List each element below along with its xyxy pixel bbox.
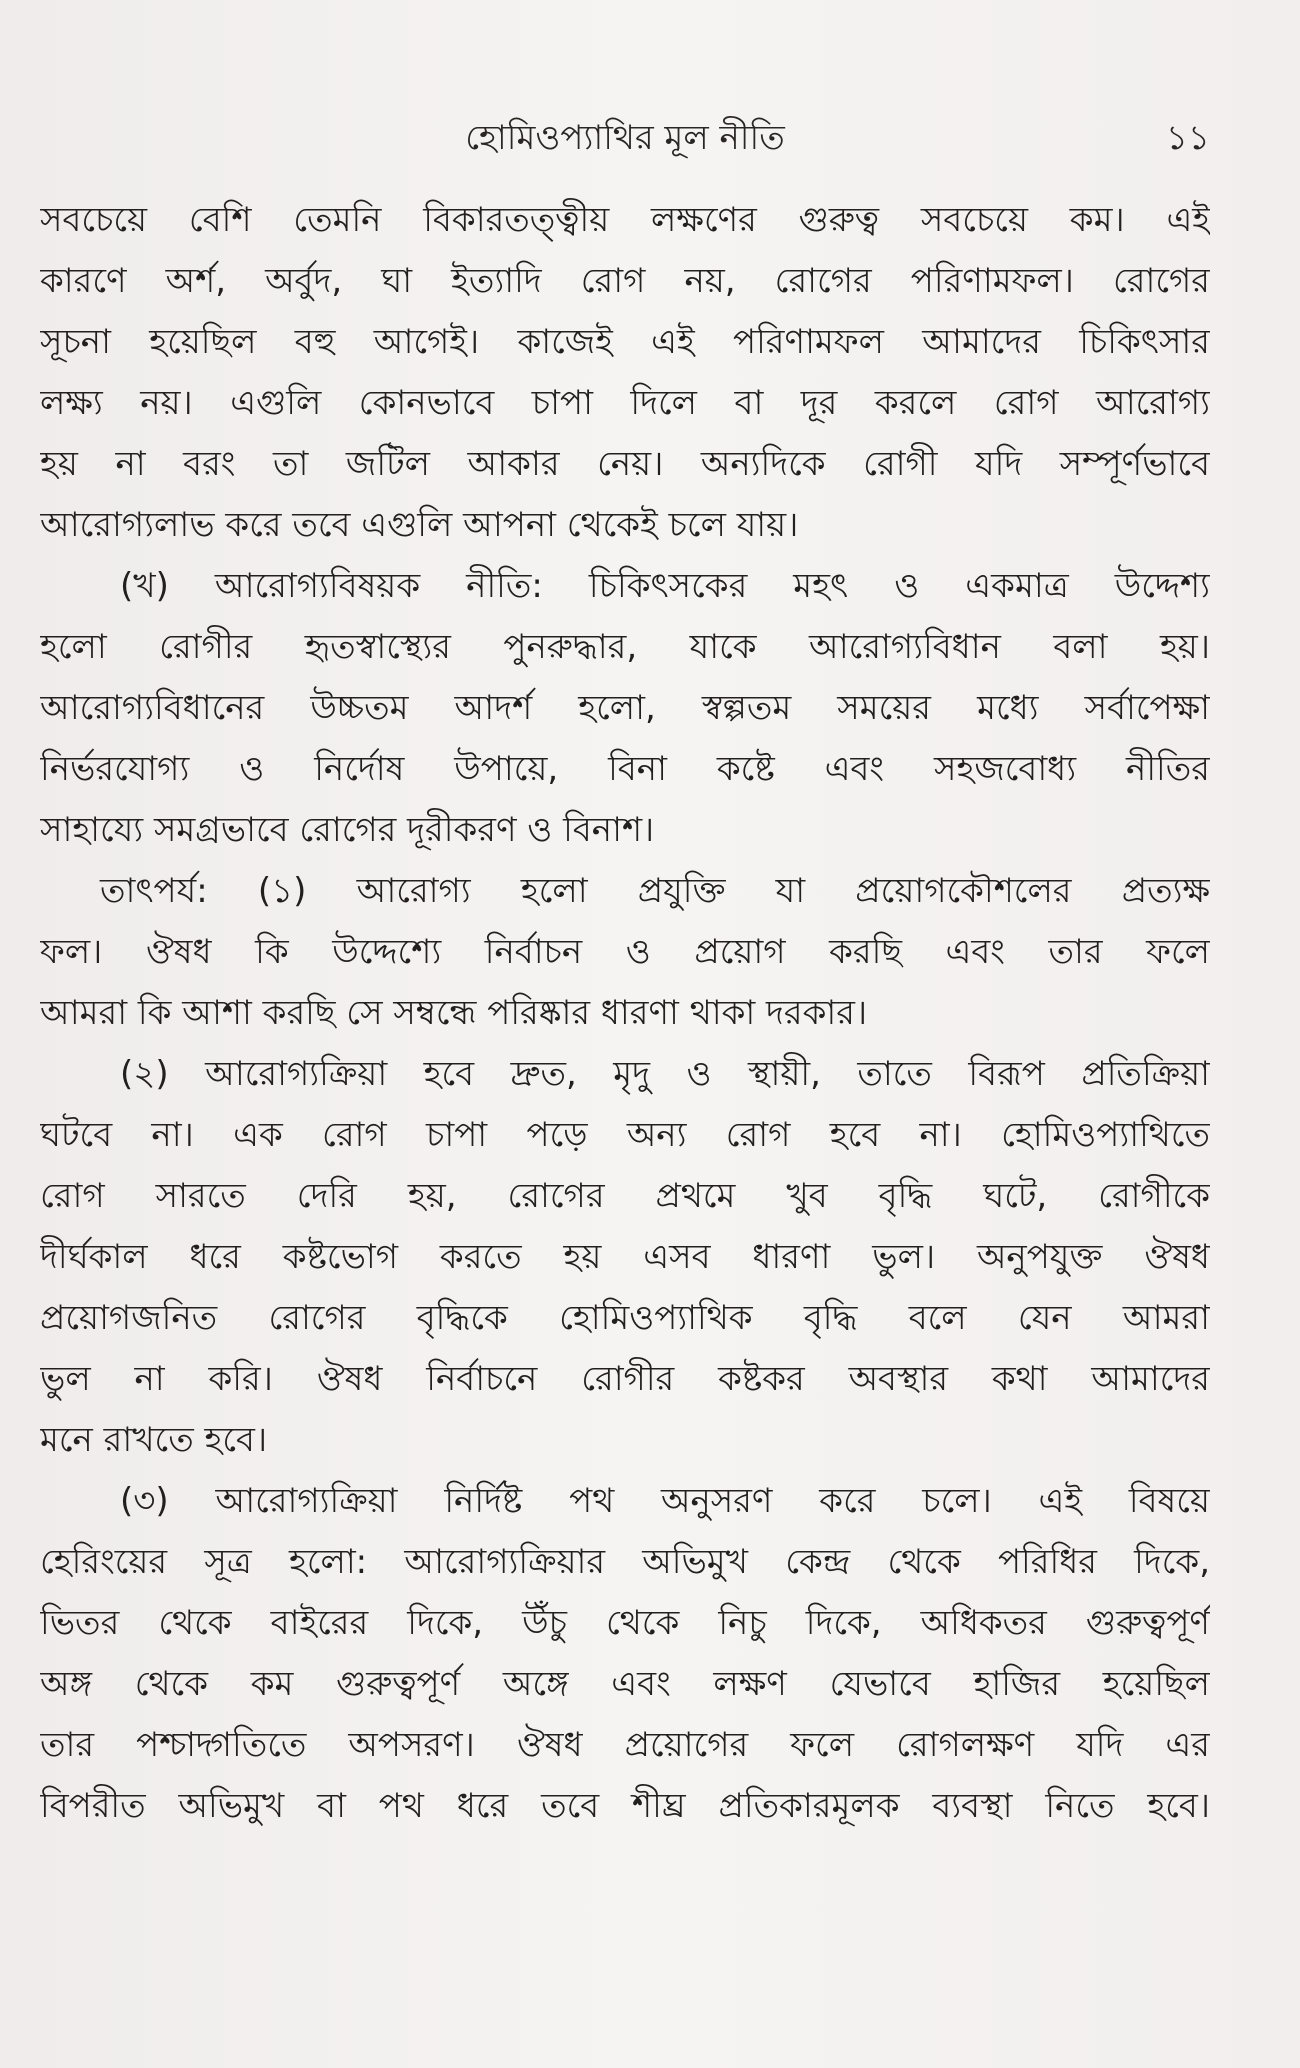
text-line: অঙ্গ থেকে কম গুরুত্বপূর্ণ অঙ্গে এবং লক্ষণ যেভাবে হাজির হয়েছিল <box>40 1664 1210 1704</box>
text-line: সাহায্যে সমগ্রভাবে রোগের দূরীকরণ ও বিনাশ। <box>40 810 655 850</box>
text-line: সূচনা হয়েছিল বহু আগেই। কাজেই এই পরিণামফল আমাদের চিকিৎসার <box>40 322 1210 362</box>
text-line: ঘটবে না। এক রোগ চাপা পড়ে অন্য রোগ হবে না। হোমিওপ্যাথিতে <box>40 1115 1210 1155</box>
text-line: আরোগ্যবিধানের উচ্চতম আদর্শ হলো, স্বল্পতম সময়ের মধ্যে সর্বাপেক্ষা <box>40 688 1210 728</box>
text-line: কারণে অর্শ, অর্বুদ, ঘা ইত্যাদি রোগ নয়, রোগের পরিণামফল। রোগের <box>40 261 1210 301</box>
text-line: (২) আরোগ্যক্রিয়া হবে দ্রুত, মৃদু ও স্থায়ী, তাতে বিরূপ প্রতিক্রিয়া <box>120 1054 1210 1094</box>
text-line: রোগ সারতে দেরি হয়, রোগের প্রথমে খুব বৃদ্ধি ঘটে, রোগীকে <box>40 1176 1210 1216</box>
text-line: ভুল না করি। ঔষধ নির্বাচনে রোগীর কষ্টকর অবস্থার কথা আমাদের <box>40 1359 1210 1399</box>
text-line: হয় না বরং তা জটিল আকার নেয়। অন্যদিকে রোগী যদি সম্পূর্ণভাবে <box>40 444 1210 484</box>
text-line: নির্ভরযোগ্য ও নির্দোষ উপায়ে, বিনা কষ্টে এবং সহজবোধ্য নীতির <box>40 749 1210 789</box>
text-line: দীর্ঘকাল ধরে কষ্টভোগ করতে হয় এসব ধারণা ভুল। অনুপযুক্ত ঔষধ <box>40 1237 1210 1277</box>
text-line: ভিতর থেকে বাইরের দিকে, উঁচু থেকে নিচু দিকে, অধিকতর গুরুত্বপূর্ণ <box>40 1603 1210 1643</box>
text-line: মনে রাখতে হবে। <box>40 1420 268 1460</box>
text-line: হলো রোগীর হৃতস্বাস্থ্যের পুনরুদ্ধার, যাকে আরোগ্যবিধান বলা হয়। <box>40 627 1210 667</box>
text-line: (খ) আরোগ্যবিষয়ক নীতি: চিকিৎসকের মহৎ ও একমাত্র উদ্দেশ্য <box>120 566 1210 606</box>
running-title: হোমিওপ্যাথির মূল নীতি <box>465 118 785 158</box>
text-line: আরোগ্যলাভ করে তবে এগুলি আপনা থেকেই চলে যায়। <box>40 505 799 545</box>
text-line: ফল। ঔষধ কি উদ্দেশ্যে নির্বাচন ও প্রয়োগ করছি এবং তার ফলে <box>40 932 1210 972</box>
text-line: (৩) আরোগ্যক্রিয়া নির্দিষ্ট পথ অনুসরণ করে চলে। এই বিষয়ে <box>120 1481 1210 1521</box>
text-line: আমরা কি আশা করছি সে সম্বন্ধে পরিষ্কার ধারণা থাকা দরকার। <box>40 993 868 1033</box>
text-line: তার পশ্চাদ্গতিতে অপসরণ। ঔষধ প্রয়োগের ফলে রোগলক্ষণ যদি এর <box>40 1725 1210 1765</box>
text-line: প্রয়োগজনিত রোগের বৃদ্ধিকে হোমিওপ্যাথিক বৃদ্ধি বলে যেন আমরা <box>40 1298 1210 1338</box>
text-line: সবচেয়ে বেশি তেমনি বিকারতত্ত্বীয় লক্ষণের গুরুত্ব সবচেয়ে কম। এই <box>40 200 1210 240</box>
body-text <box>40 190 1210 1837</box>
text-line: তাৎপর্য: (১) আরোগ্য হলো প্রযুক্তি যা প্রয়োগকৌশলের প্রত্যক্ষ <box>100 871 1210 911</box>
text-line: বিপরীত অভিমুখ বা পথ ধরে তবে শীঘ্র প্রতিকারমূলক ব্যবস্থা নিতে হবে। <box>40 1786 1210 1826</box>
text-line: হেরিংয়ের সূত্র হলো: আরোগ্যক্রিয়ার অভিমুখ কেন্দ্র থেকে পরিধির দিকে, <box>40 1542 1210 1582</box>
page-number: ১১ <box>1165 118 1210 158</box>
text-line: লক্ষ্য নয়। এগুলি কোনভাবে চাপা দিলে বা দূর করলে রোগ আরোগ্য <box>40 383 1210 423</box>
page-header <box>40 112 1210 172</box>
